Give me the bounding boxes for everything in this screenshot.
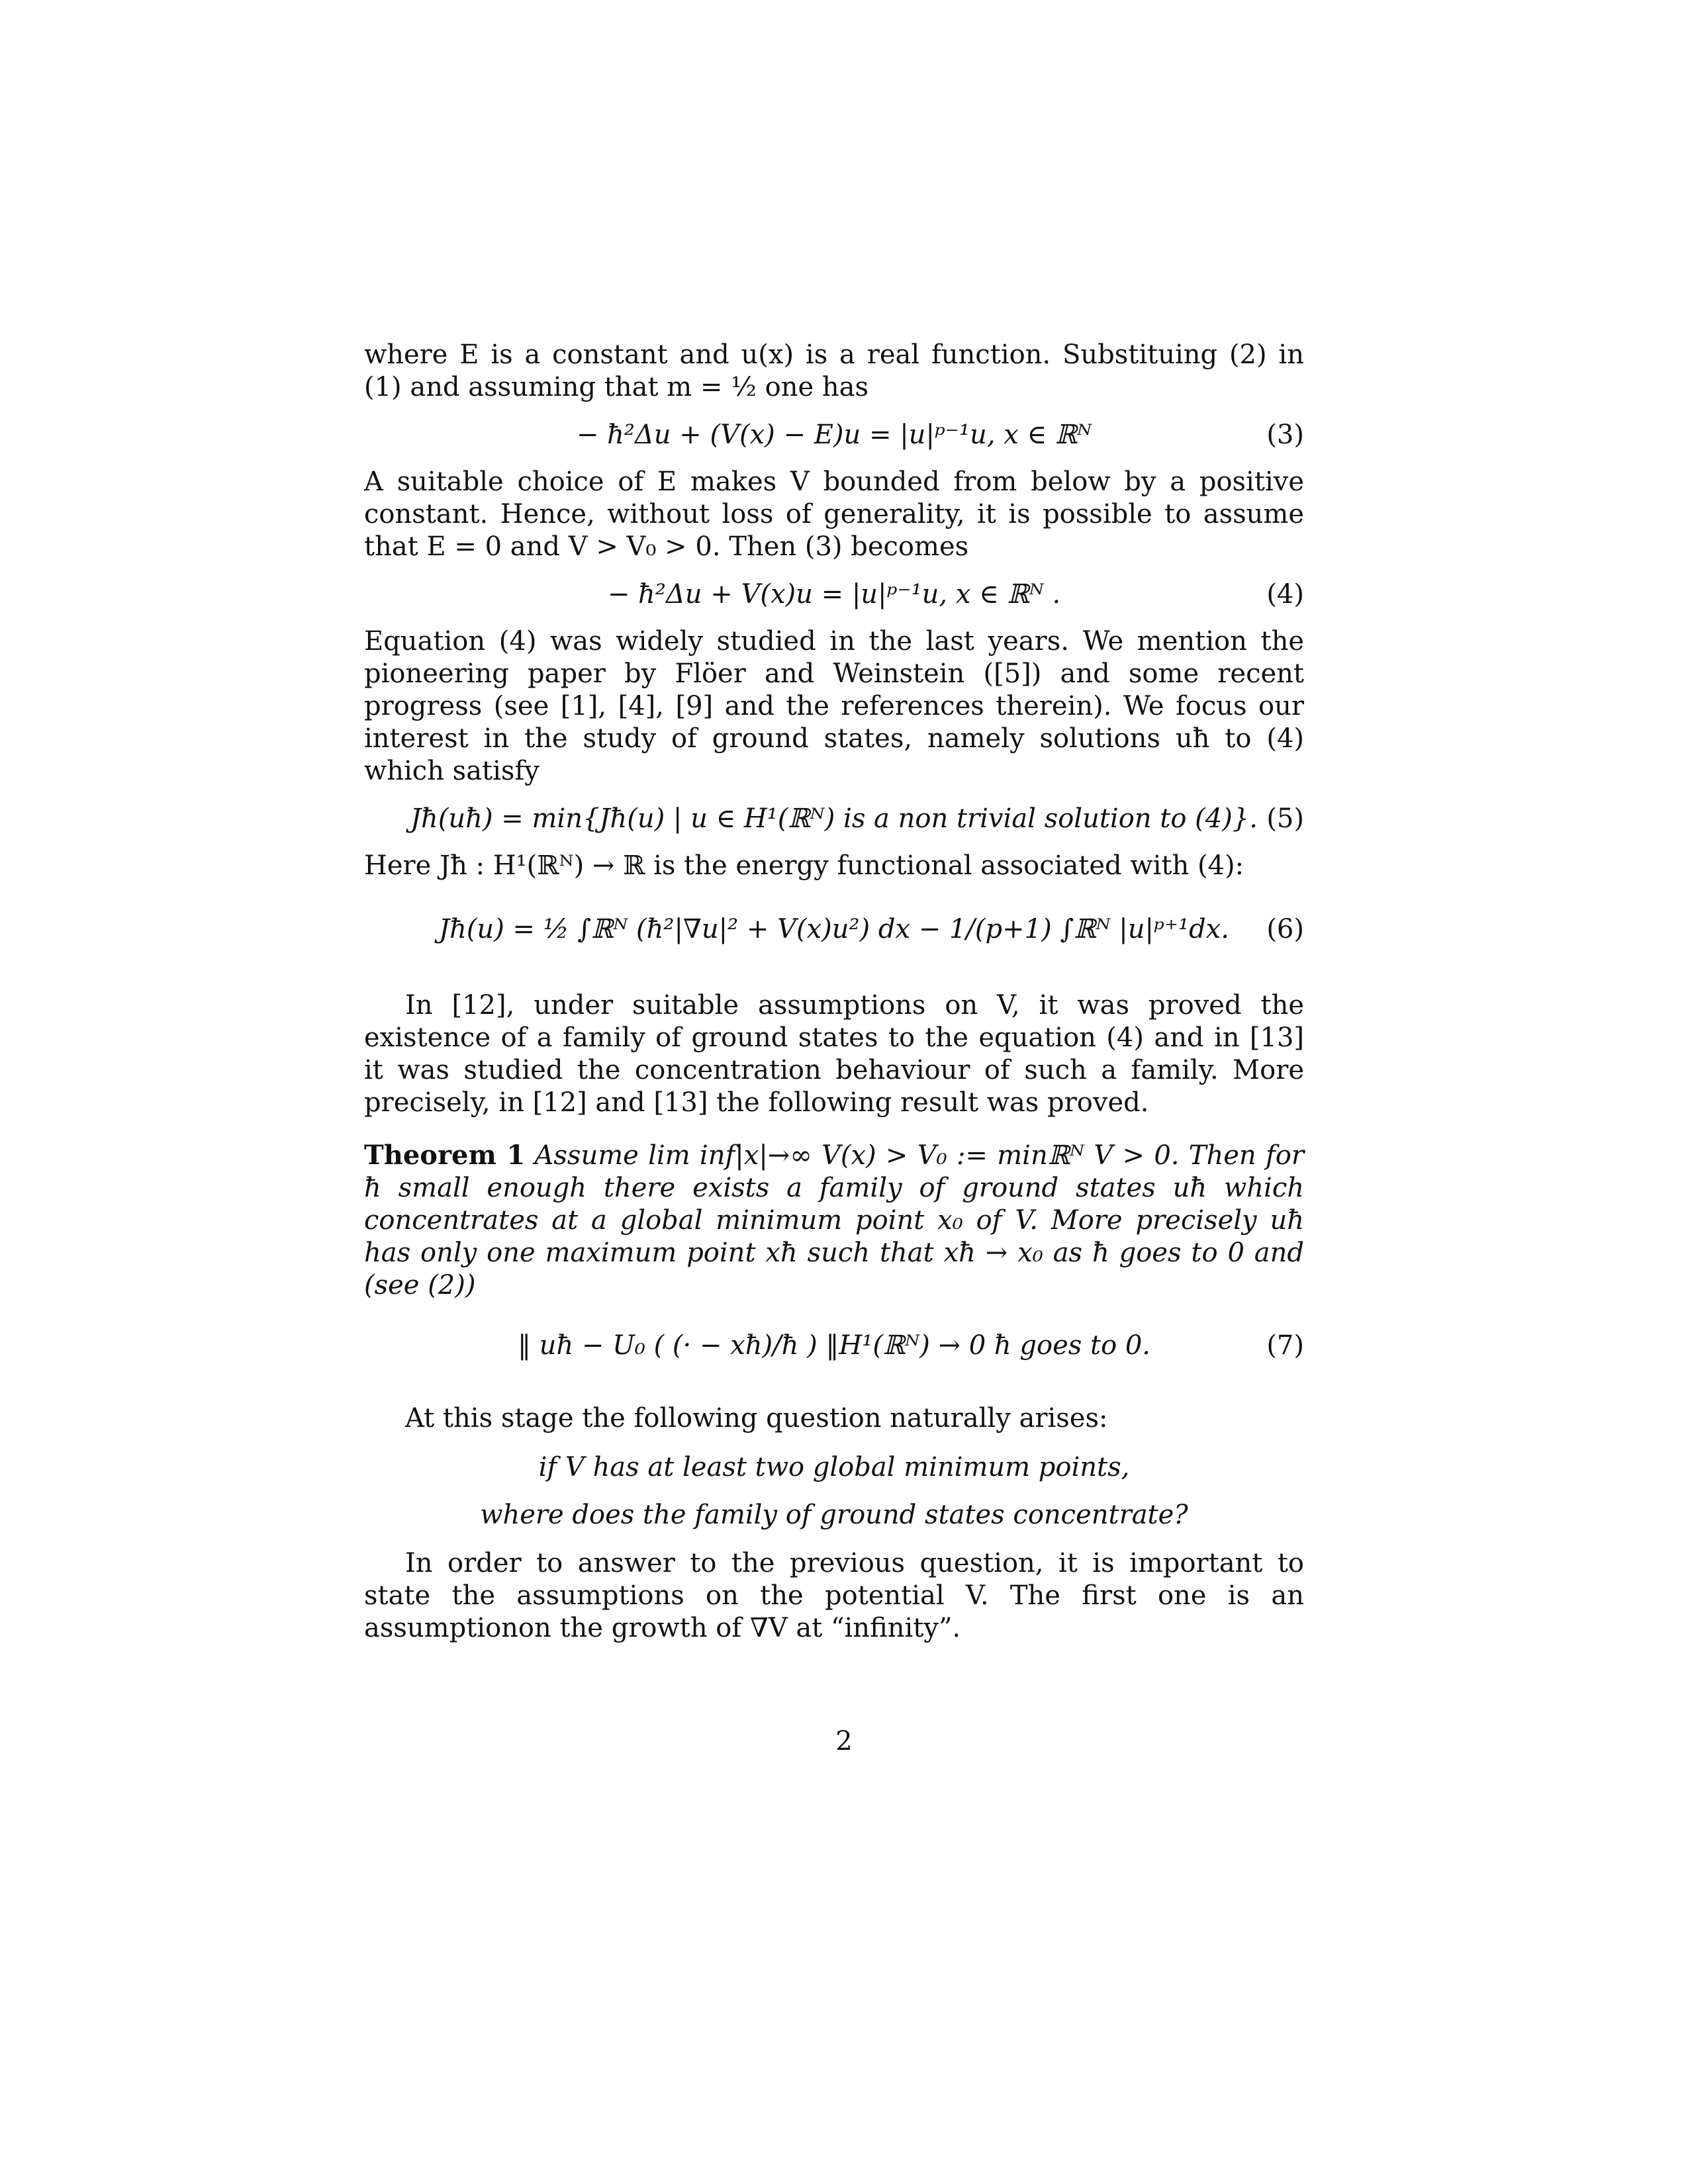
page-number: 2 xyxy=(835,1726,853,1756)
equation-7-body: ‖ uħ − U₀ ( (· − xħ)/ħ ) ‖H¹(ℝᴺ) → 0 ħ goes to 0. xyxy=(517,1330,1151,1361)
equation-5-body: Jħ(uħ) = min{Jħ(u) | u ∈ H¹(ℝᴺ) is a non trivial solution to (4)}. xyxy=(410,803,1258,834)
page-content xyxy=(364,339,1304,1645)
paragraph-2: A suitable choice of E makes V bounded from below by a positive constant. Hence, without loss of generality, it is possible to assume that E = 0 and V > V₀ > 0. Then (3) becomes xyxy=(364,467,1304,562)
equation-6-body: Jħ(u) = ½ ∫ℝᴺ (ħ²|∇u|² + V(x)u²) dx − 1/(p+1) ∫ℝᴺ |u|ᵖ⁺¹dx. xyxy=(439,914,1229,944)
paragraph-5: In [12], under suitable assumptions on V, it was proved the existence of a family of ground states to the equation (4) and in [13] it was studied the concentration behaviour of such a family. More precisely, in [12] and [13] the following result was proved. xyxy=(364,990,1304,1118)
equation-6-number: (6) xyxy=(1266,914,1304,944)
question-line-1: if V has at least two global minimum points, xyxy=(538,1452,1130,1482)
equation-4 xyxy=(364,574,1304,615)
theorem-heading: Theorem 1 xyxy=(364,1140,526,1171)
equation-3-number: (3) xyxy=(1266,420,1304,450)
theorem-1 xyxy=(364,1139,1304,1302)
equation-4-body: − ħ²Δu + V(x)u = |u|ᵖ⁻¹u, x ∈ ℝᴺ . xyxy=(607,579,1061,610)
paragraph-4: Here Jħ : H¹(ℝᴺ) → ℝ is the energy functional associated with (4): xyxy=(364,850,1244,881)
paragraph-7: In order to answer to the previous question, it is important to state the assumptions on the potential V. The first one is an assumptionon the growth of ∇V at “infinity”. xyxy=(364,1548,1304,1643)
equation-3-body: − ħ²Δu + (V(x) − E)u = |u|ᵖ⁻¹u, x ∈ ℝᴺ xyxy=(576,420,1092,450)
paragraph-3: Equation (4) was widely studied in the last years. We mention the pioneering paper by Flöer and Weinstein ([5]) and some recent progress (see [1], [4], [9] and the references therein). We focus our interest in the study of ground states, namely solutions uħ to (4) which satisfy xyxy=(364,626,1304,786)
equation-4-number: (4) xyxy=(1266,579,1304,610)
equation-5 xyxy=(364,798,1304,839)
theorem-statement: Assume lim inf|x|→∞ V(x) > V₀ := minℝᴺ V > 0. Then for ħ small enough there exists a family of ground states uħ which concentrates at a global minimum point x₀ of V. More precisely uħ has only one maximum point xħ such that xħ → x₀ as ħ goes to 0 and (see (2)) xyxy=(364,1140,1304,1300)
equation-7 xyxy=(364,1312,1304,1392)
equation-7-number: (7) xyxy=(1266,1330,1304,1361)
equation-3 xyxy=(364,414,1304,455)
equation-6 xyxy=(364,893,1304,979)
paragraph-1: where E is a constant and u(x) is a real function. Substituing (2) in (1) and assuming that m = ½ one has xyxy=(364,340,1304,402)
equation-5-number: (5) xyxy=(1266,803,1304,834)
question-line-2: where does the family of ground states concentrate? xyxy=(480,1500,1188,1530)
paragraph-6: At this stage the following question naturally arises: xyxy=(405,1403,1108,1433)
